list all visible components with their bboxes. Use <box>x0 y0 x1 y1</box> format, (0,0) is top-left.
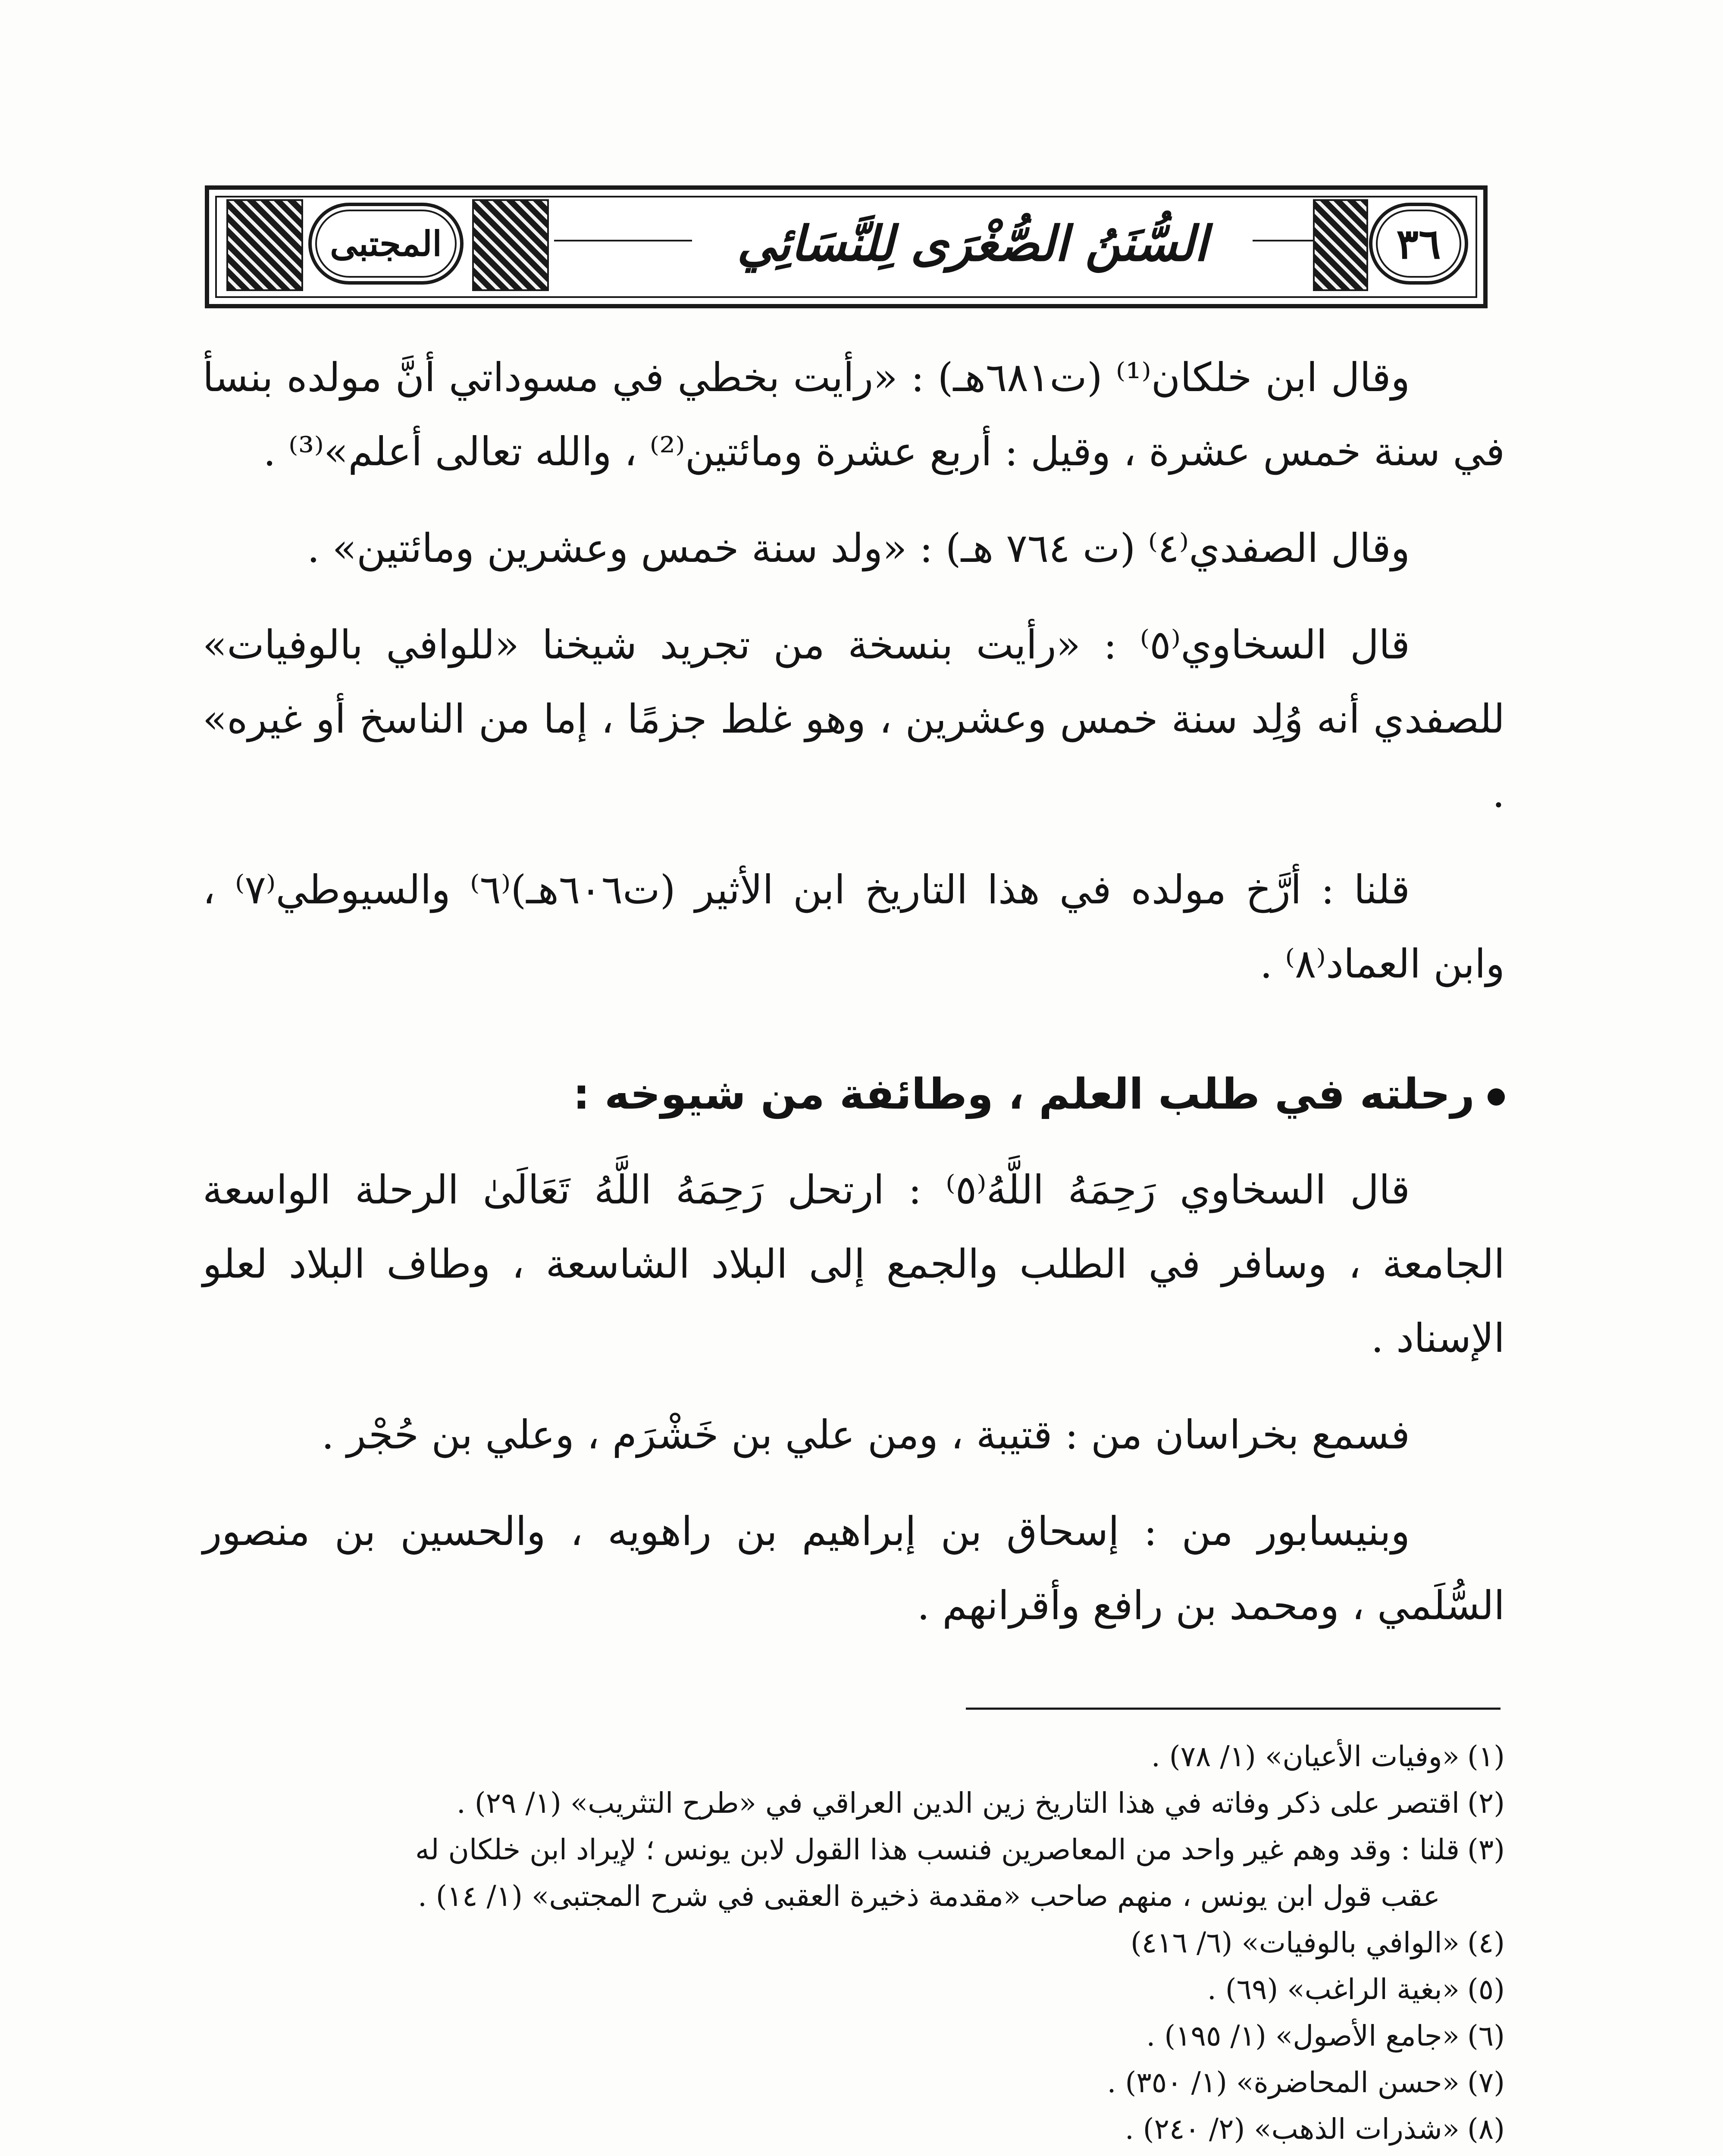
footnote-text: «وفيات الأعيان» (١/ ٧٨) . <box>1151 1740 1460 1773</box>
running-title: السُّنَنُ الصُّغْرَى لِلنَّسَائِي <box>737 215 1208 272</box>
footnote-text: «بغية الراغب» (٦٩) . <box>1207 1973 1460 2006</box>
footnote-number: (٥) <box>1467 1973 1505 2006</box>
footnote-2 <box>203 1780 1505 1827</box>
footnote-6 <box>203 2013 1505 2059</box>
footnote-5 <box>203 1966 1505 2013</box>
footnotes <box>203 1733 1505 2153</box>
footnote-separator <box>966 1708 1501 1710</box>
footnote-text: «جامع الأصول» (١/ ١٩٥) . <box>1146 2019 1460 2053</box>
footnote-text: «شذرات الذهب» (٢/ ٢٤٠) . <box>1125 2112 1460 2146</box>
paragraph-sakhawi: قال السخاوي⁽٥⁾ : «رأيت بنسخة من تجريد شيخنا «للوافي بالوفيات» للصفدي أنه وُلِد سنة خمس وعشرين ، وهو غلط جزمًا ، إما من الناسخ أو غيره» . <box>203 622 1505 816</box>
footnote-text: اقتصر على ذكر وفاته في هذا التاريخ زين الدين العراقي في «طرح التثريب» (١/ ٢٩) . <box>456 1786 1460 1820</box>
page-number: ٣٦ <box>1396 219 1441 268</box>
left-inner-ornament-icon <box>472 199 549 291</box>
footnote-7 <box>203 2059 1505 2106</box>
footnote-number: (٢) <box>1467 1786 1505 1820</box>
footnote-4 <box>203 1920 1505 1966</box>
paragraph-travels: قال السخاوي رَحِمَهُ اللَّهُ⁽٥⁾ : ارتحل رَحِمَهُ اللَّهُ تَعَالَىٰ الرحلة الواسعة الجامعة ، وسافر في الطلب والجمع إلى البلاد الشاسعة ، وطاف البلاد لعلو الإسناد . <box>203 1167 1505 1361</box>
page-number-ring <box>1376 210 1461 278</box>
book-emblem-text: المجتبى <box>330 223 442 264</box>
section-heading <box>203 1057 1505 1131</box>
section-heading-text: رحلته في طلب العلم ، وطائفة من شيوخه : <box>573 1070 1475 1119</box>
footnote-number: (٧) <box>1467 2066 1505 2099</box>
emblem-ring <box>315 210 457 278</box>
right-inner-ornament-icon <box>1313 199 1368 291</box>
paragraph-nishapur: وبنيسابور من : إسحاق بن إبراهيم بن راهويه ، والحسين بن منصور السُّلَمي ، ومحمد بن رافع وأقرانهم . <box>203 1508 1505 1629</box>
main-text <box>203 341 1505 1643</box>
paragraph-khurasan: فسمع بخراسان من : قتيبة ، ومن علي بن خَشْرَم ، وعلي بن حُجْر . <box>321 1412 1410 1458</box>
paragraph-ibn-khallikan: وقال ابن خلكان⁽¹⁾ (ت٦٨١هـ) : «رأيت بخطي في مسوداتي أنَّ مولده بنسأ في سنة خمس عشرة ، وقيل : أربع عشرة ومائتين⁽²⁾ ، والله تعالى أعلم»⁽³⁾ . <box>203 354 1505 475</box>
header-divider-left <box>554 240 692 241</box>
footnote-number: (٣) <box>1467 1833 1505 1866</box>
left-ornament-icon <box>226 199 303 291</box>
footnote-number: (٦) <box>1467 2019 1505 2053</box>
footnote-1 <box>203 1733 1505 1780</box>
footnote-8 <box>203 2106 1505 2153</box>
footnote-number: (١) <box>1467 1740 1505 1773</box>
footnote-3-continuation: عقب قول ابن يونس ، منهم صاحب «مقدمة ذخيرة العقبى في شرح المجتبى» (١/ ١٤) . <box>417 1880 1440 1913</box>
footnote-number: (٤) <box>1467 1926 1505 1959</box>
footnote-number: (٨) <box>1467 2112 1505 2146</box>
footnote-3 <box>203 1827 1505 1873</box>
paragraph-birth-date: قلنا : أرَّخ مولده في هذا التاريخ ابن الأثير (ت٦٠٦هـ)⁽٦⁾ والسيوطي⁽٧⁾ ، وابن العماد⁽٨⁾ . <box>203 867 1505 987</box>
page-header <box>205 185 1488 308</box>
footnote-text: «الوافي بالوفيات» (٦/ ٤١٦) <box>1130 1926 1460 1959</box>
page-number-cartouche <box>1369 203 1468 285</box>
footnote-text: قلنا : وقد وهم غير واحد من المعاصرين فنسب هذا القول لابن يونس ؛ لإيراد ابن خلكان له <box>415 1833 1460 1866</box>
paragraph-safadi: وقال الصفدي⁽٤⁾ (ت ٧٦٤ هـ) : «ولد سنة خمس وعشرين ومائتين» . <box>307 525 1410 571</box>
book-emblem <box>308 203 464 285</box>
bullet-icon <box>1488 1088 1505 1106</box>
footnote-text: «حسن المحاضرة» (١/ ٣٥٠) . <box>1107 2066 1460 2099</box>
